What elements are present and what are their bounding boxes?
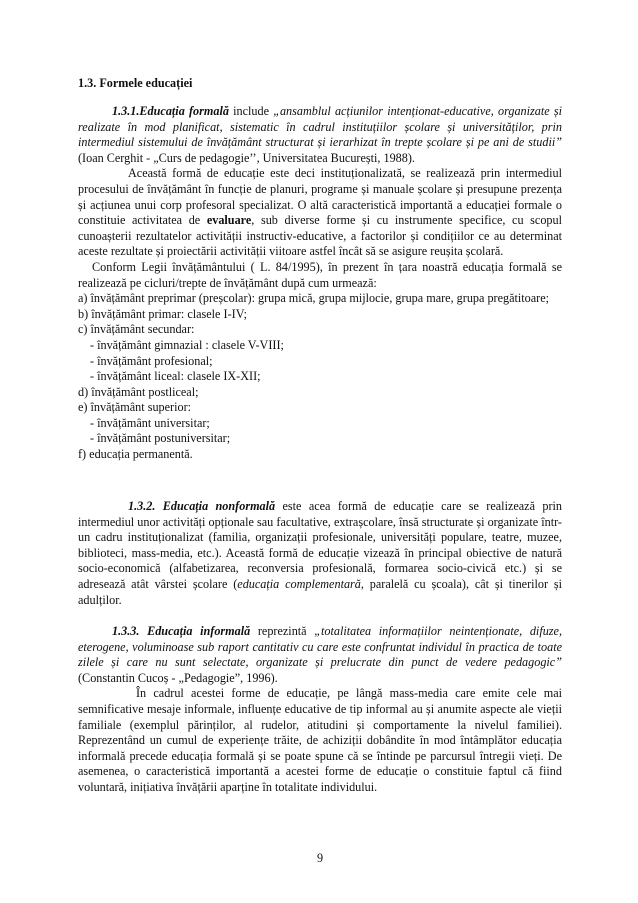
list-item: - învățământ liceal: clasele IX-XII; <box>90 369 261 384</box>
text-run: , sub diverse forme și cu instrumente specifice, cu scopul cunoașterii rezultatelor activității instructiv-educative, a factorilor și condițiilor ce au determinat aceste rezultate și proiectării activității viitoare astfel încât să se asigure reușita școlară. <box>78 213 562 259</box>
list-item: - învățământ postuniversitar; <box>90 431 231 446</box>
list-item: - învățământ profesional; <box>90 353 213 368</box>
page-number: 9 <box>316 851 324 865</box>
complementary-term: educația complementară <box>237 576 361 591</box>
list-item: f) educația permanentă. <box>78 447 193 462</box>
text-run: reprezintă <box>250 624 315 638</box>
text-run: este acea formă de educație care se realizează prin intermediul unor activități opționale sau facultative, extrașcolare, însă structurate și organizate într-un cadru instituționalizat (familia, organizații profesionale, universități populare, teatre, muzee, biblioteci, mass-media, etc.). Această formă de educație vizează în principal obiective de natură socio-economică (alfabetizarea, reconversia profesională, formarea socio-civică etc.) și se adresează atât vârstei școlare ( <box>78 499 563 591</box>
list-item: c) învățământ secundar: <box>78 322 195 337</box>
informal-quote: „totalitatea informațiilor neintenționate, difuze, eterogene, voluminoase sub raport cantitativ cu care este confruntat individul în practica de toate zilele și care nu sunt selectate, organizate și prelucrate din punct de vedere pedagogic” <box>78 624 562 670</box>
formal-education-section <box>78 104 562 463</box>
citation: (Ioan Cerghit - „Curs de pedagogie’’, Universitatea București, 1988). <box>78 150 415 165</box>
law-paragraph: Conform Legii învățământului ( L. 84/1995), în prezent în țara noastră educația formală se realizează pe cicluri/trepte de învățământ după cum urmează: <box>78 259 562 290</box>
formal-title: 1.3.1.Educația formală <box>112 104 229 118</box>
informal-title: 1.3.3. Educația informală <box>112 624 251 638</box>
list-item: d) învățământ postliceal; <box>78 384 199 399</box>
formal-quote: „ansamblul acțiunilor intenționat-educative, organizate și realizate în mod planificat, sistematic în cadrul instituțiilor școlare și universităților, prin intermediul sistemului de învățământ structurat și ierarhizat în trepte școlare și pe ani de studii” <box>78 104 562 150</box>
evaluation-term: evaluare <box>206 213 252 228</box>
text-run: Această formă de educație este deci instituționalizată, se realizează prin intermediul procesului de învățământ în funcție de planuri, programe și manuale școlare și presupune prezența și acțiunea unui corp profesoral specializat. O altă caracteristică importantă a educației formale o constituie activitatea de <box>78 166 562 228</box>
list-item: - învățământ universitar; <box>90 415 210 430</box>
list-item: a) învățământ preprimar (preșcolar): grupa mică, grupa mijlocie, grupa mare, grupa pregătitoare; <box>78 291 550 306</box>
formal-characteristics-paragraph <box>78 166 562 260</box>
section-heading: 1.3. Formele educației <box>78 76 193 90</box>
informal-education-section <box>78 624 562 796</box>
list-item: e) învățământ superior: <box>78 400 192 415</box>
nonformal-paragraph <box>78 499 562 608</box>
text-run: include <box>228 104 274 118</box>
formal-definition-paragraph <box>78 104 562 166</box>
list-item: b) învățământ primar: clasele I-IV; <box>78 306 247 321</box>
informal-definition-paragraph <box>78 624 562 686</box>
text-run: , paralelă cu școala), cât și tinerilor și adulților. <box>78 576 563 607</box>
education-levels-list <box>78 291 562 463</box>
nonformal-title: 1.3.2. Educația nonformală <box>128 499 276 513</box>
nonformal-education-section <box>78 499 562 608</box>
informal-characteristics-paragraph: În cadrul acestei forme de educație, pe lângă mass-media care emite cele mai semnificative mesaje informale, influențe educative de tip informal au și anumite aspecte ale vieții familiale (exemplul părinților, al rudelor, atitudini și comportamente la nivelul familiei). Reprezentând un cumul de experiențe trăite, de achiziții dobândite în mod întâmplător educația informală precede educația formală și se poate spune că se întinde pe parcursul întregii vieți. De asemenea, o caracteristică importantă a acestei forme de educație o constituie faptul că fiind voluntară, inițiativa învățării aparține în totalitate individului. <box>78 686 562 794</box>
citation: (Constantin Cucoș - „Pedagogie”, 1996). <box>78 670 278 685</box>
list-item: - învățământ gimnazial : clasele V-VIII; <box>90 337 284 352</box>
